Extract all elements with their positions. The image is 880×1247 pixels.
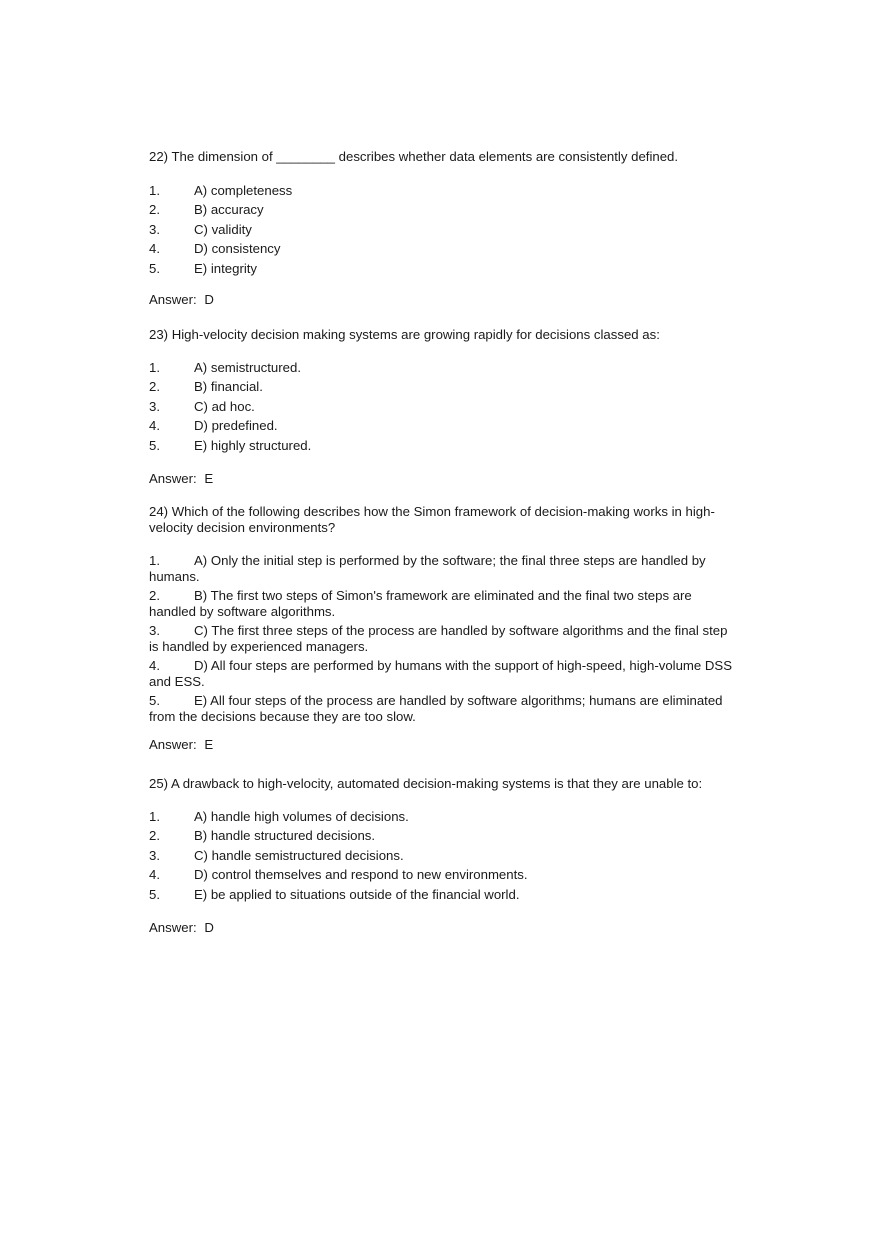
option-list xyxy=(149,553,739,724)
question-24 xyxy=(149,504,739,753)
question-23 xyxy=(149,327,739,487)
option-item xyxy=(149,588,739,619)
option-number: 3. xyxy=(149,221,160,237)
option-number: 5. xyxy=(149,437,160,453)
option-item xyxy=(149,438,739,458)
option-text: E) be applied to situations outside of the financial world. xyxy=(194,886,520,902)
option-number: 4. xyxy=(149,241,160,257)
option-text: C) The first three steps of the process are handled by software algorithms and the final step is handled by experienced managers. xyxy=(149,623,728,654)
answer-line xyxy=(149,471,739,487)
option-text: C) validity xyxy=(194,221,252,237)
option-text: B) handle structured decisions. xyxy=(194,828,376,844)
option-item xyxy=(149,418,739,438)
option-text: D) All four steps are performed by humans with the support of high-speed, high-volume DSS and ESS. xyxy=(149,658,733,689)
option-item xyxy=(149,887,739,907)
option-text: A) handle high volumes of decisions. xyxy=(194,808,409,824)
question-stem: 25) A drawback to high-velocity, automated decision-making systems is that they are unable to: xyxy=(149,776,703,791)
option-item xyxy=(149,241,739,261)
question-22 xyxy=(149,149,739,308)
option-number: 5. xyxy=(149,693,160,708)
option-text: C) handle semistructured decisions. xyxy=(194,847,404,863)
option-number: 1. xyxy=(149,359,160,375)
option-item xyxy=(149,261,739,281)
option-number: 3. xyxy=(149,398,160,414)
option-number: 1. xyxy=(149,553,160,568)
option-item xyxy=(149,658,739,689)
option-text: B) accuracy xyxy=(194,202,264,218)
option-number: 1. xyxy=(149,182,160,198)
option-text: A) Only the initial step is performed by the software; the final three steps are handled by humans. xyxy=(149,553,706,584)
option-number: 3. xyxy=(149,847,160,863)
option-number: 5. xyxy=(149,260,160,276)
question-stem: 23) High-velocity decision making systems are growing rapidly for decisions classed as: xyxy=(149,327,660,342)
option-item xyxy=(149,623,739,654)
option-item xyxy=(149,399,739,419)
answer-label: Answer: xyxy=(149,920,197,936)
question-stem: 24) Which of the following describes how the Simon framework of decision-making works in high-velocity decision environments? xyxy=(149,504,715,535)
option-list xyxy=(149,360,739,458)
option-item xyxy=(149,222,739,242)
option-text: B) The first two steps of Simon's framework are eliminated and the final two steps are handled by software algorithms. xyxy=(149,588,692,619)
answer-value: D xyxy=(204,920,214,936)
option-item xyxy=(149,693,739,724)
option-number: 4. xyxy=(149,867,160,883)
answer-label: Answer: xyxy=(149,292,197,308)
answer-label: Answer: xyxy=(149,471,197,487)
option-item xyxy=(149,828,739,848)
option-item xyxy=(149,379,739,399)
answer-line xyxy=(149,920,739,936)
option-item xyxy=(149,553,739,584)
option-list xyxy=(149,183,739,281)
option-number: 4. xyxy=(149,658,160,673)
option-number: 2. xyxy=(149,828,160,844)
option-list xyxy=(149,809,739,907)
option-text: E) highly structured. xyxy=(194,437,312,453)
option-number: 2. xyxy=(149,202,160,218)
question-stem: 22) The dimension of ________ describes whether data elements are consistently defined. xyxy=(149,149,679,164)
option-text: A) completeness xyxy=(194,182,293,198)
option-number: 2. xyxy=(149,588,160,603)
answer-line xyxy=(149,737,739,753)
option-item xyxy=(149,360,739,380)
option-number: 5. xyxy=(149,886,160,902)
answer-label: Answer: xyxy=(149,737,197,752)
option-text: E) integrity xyxy=(194,260,258,276)
answer-value: E xyxy=(204,737,214,752)
option-number: 1. xyxy=(149,808,160,824)
option-text: B) financial. xyxy=(194,379,263,395)
answer-value: D xyxy=(204,292,214,308)
option-text: E) All four steps of the process are handled by software algorithms; humans are eliminated from the decisions because they are too slow. xyxy=(149,693,723,724)
question-25 xyxy=(149,776,739,936)
option-item xyxy=(149,183,739,203)
option-number: 4. xyxy=(149,418,160,434)
answer-value: E xyxy=(204,471,214,487)
option-text: D) control themselves and respond to new environments. xyxy=(194,867,528,883)
option-text: A) semistructured. xyxy=(194,359,301,375)
option-item xyxy=(149,202,739,222)
answer-line xyxy=(149,292,739,308)
option-item xyxy=(149,867,739,887)
option-number: 3. xyxy=(149,623,160,638)
option-item xyxy=(149,848,739,868)
option-text: C) ad hoc. xyxy=(194,398,255,414)
option-text: D) consistency xyxy=(194,241,281,257)
option-text: D) predefined. xyxy=(194,418,278,434)
option-item xyxy=(149,809,739,829)
option-number: 2. xyxy=(149,379,160,395)
